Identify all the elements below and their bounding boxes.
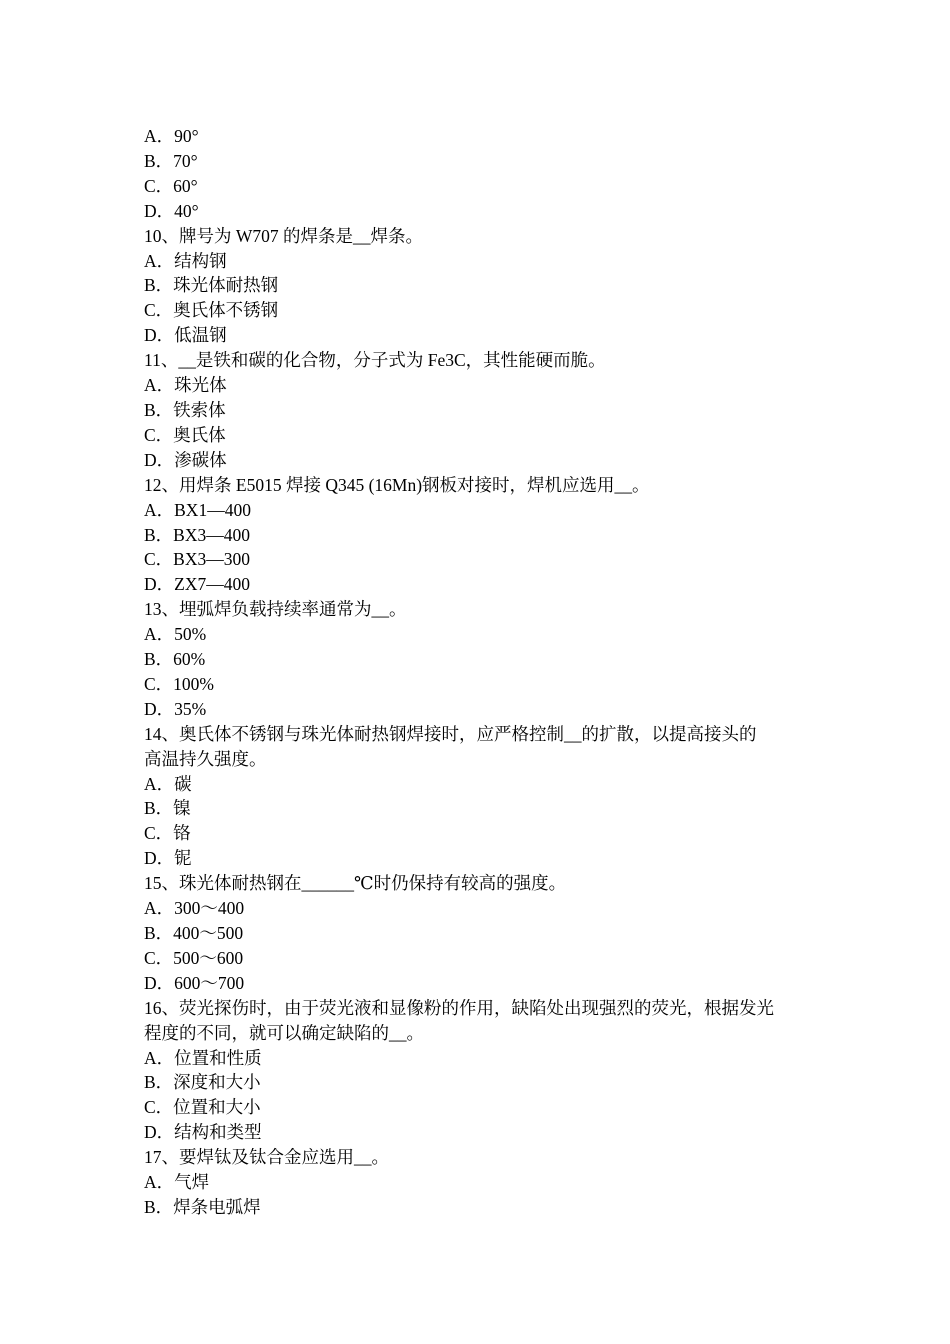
question-text: 11、__是铁和碳的化合物，分子式为 Fe3C，其性能硬而脆。 [144,350,606,371]
question-text: 13、埋弧焊负载持续率通常为__。 [144,599,407,620]
answer-option: B．70° [144,150,198,171]
answer-option: C．位置和大小 [144,1097,261,1118]
answer-option: D．40° [144,200,199,221]
answer-option: D．600～700 [144,972,245,993]
answer-option: B．深度和大小 [144,1072,261,1093]
question-text: 14、奥氏体不锈钢与珠光体耐热钢焊接时，应严格控制__的扩散，以提高接头的 [144,723,757,744]
answer-option: D．低温钢 [144,325,227,346]
answer-option: A．BX1—400 [144,499,251,520]
answer-option: A．50% [144,624,207,645]
answer-option: B．焊条电弧焊 [144,1196,261,1217]
answer-option: D．35% [144,698,207,719]
answer-option: D．铌 [144,848,192,869]
question-text: 12、用焊条 E5015 焊接 Q345 (16Mn)钢板对接时，焊机应选用__。 [144,474,650,495]
answer-option: C．60° [144,175,198,196]
answer-option: C．100% [144,673,214,694]
question-text: 高温持久强度。 [144,748,267,769]
answer-option: C．500～600 [144,947,244,968]
question-text: 17、要焊钛及钛合金应选用__。 [144,1147,389,1168]
answer-option: D．结构和类型 [144,1122,262,1143]
answer-option: C．铬 [144,823,191,844]
answer-option: B．镍 [144,798,191,819]
answer-option: A．珠光体 [144,375,227,396]
answer-option: A．碳 [144,773,192,794]
answer-option: A．结构钢 [144,250,227,271]
answer-option: A．气焊 [144,1172,210,1193]
answer-option: B．珠光体耐热钢 [144,275,279,296]
answer-option: B．BX3—400 [144,524,250,545]
document-body [144,124,812,1220]
question-text: 程度的不同，就可以确定缺陷的__。 [144,1022,424,1043]
question-text: 16、荧光探伤时，由于荧光液和显像粉的作用，缺陷处出现强烈的荧光，根据发光 [144,997,774,1018]
answer-option: B．铁索体 [144,399,226,420]
answer-option: A．90° [144,126,199,146]
answer-option: C．奥氏体 [144,424,226,445]
question-text: 15、珠光体耐热钢在______℃时仍保持有较高的强度。 [144,873,567,894]
answer-option: A．300～400 [144,898,245,919]
answer-option: A．位置和性质 [144,1047,262,1068]
answer-option: C．BX3—300 [144,549,250,570]
answer-option: D．渗碳体 [144,449,227,470]
answer-option: D．ZX7—400 [144,574,250,595]
answer-option: C．奥氏体不锈钢 [144,300,279,321]
document-page [144,124,812,1220]
question-text: 10、牌号为 W707 的焊条是__焊条。 [144,225,424,246]
answer-option: B．60% [144,649,206,670]
answer-option: B．400～500 [144,923,244,943]
